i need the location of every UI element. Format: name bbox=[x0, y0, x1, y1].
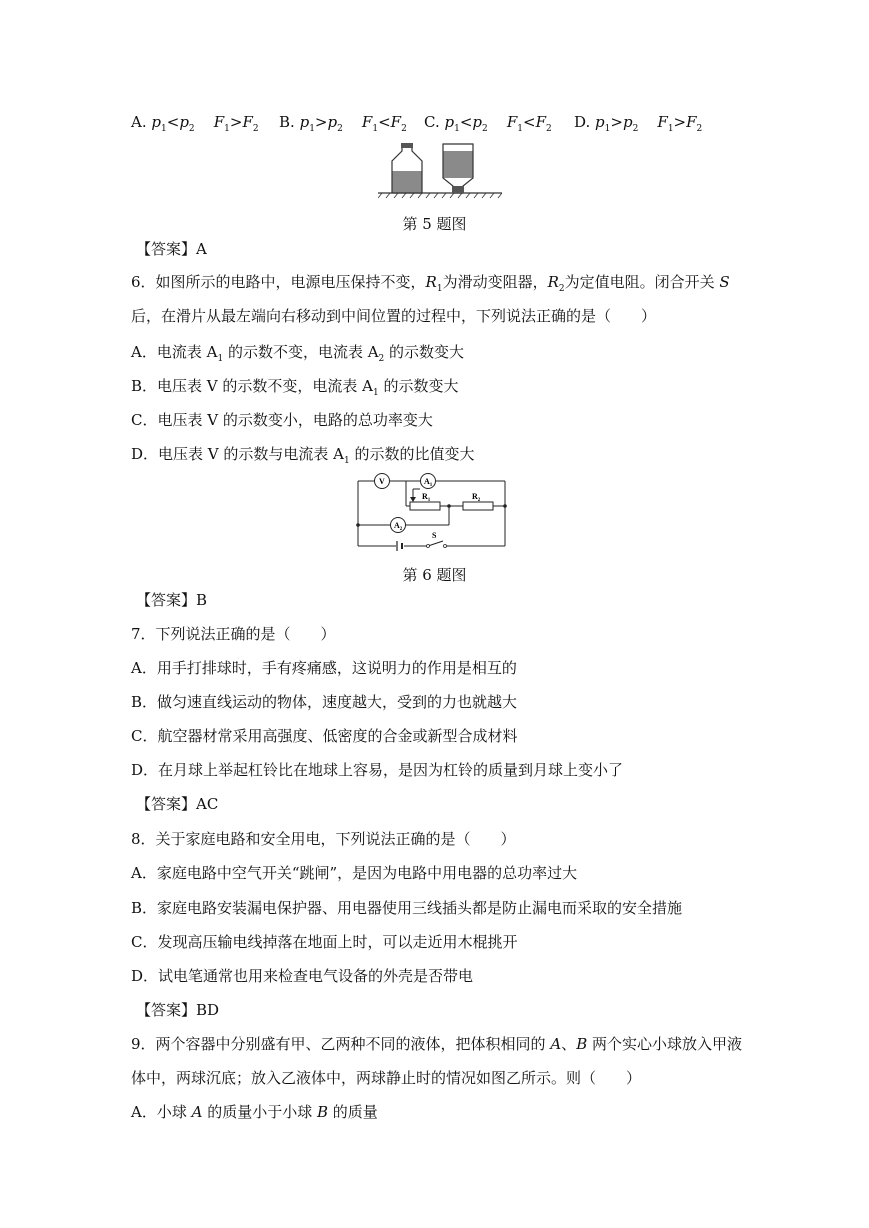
q6-stem-line2: 后，在滑片从最左端向右移动到中间位置的过程中，下列说法正确的是（ ） bbox=[131, 307, 657, 325]
q5-option-b: B. $p_1>p_2$ $F_1<F_2$ bbox=[279, 113, 407, 134]
q5-bottle-figure bbox=[378, 141, 502, 199]
q6-option-c: C．电压表 V 的示数变小，电路的总功率变大 bbox=[131, 411, 433, 429]
q5-option-c: C. $p_1<p_2$ $F_1<F_2$ bbox=[424, 113, 552, 134]
switch-label: S bbox=[432, 531, 437, 540]
q8-answer: 【答案】BD bbox=[136, 1001, 220, 1019]
q7-option-b: B．做匀速直线运动的物体，速度越大，受到的力也就越大 bbox=[131, 693, 518, 711]
q6-option-a: A．电流表 $A_1$ 的示数不变，电流表 $A_2$ 的示数变大 bbox=[131, 343, 465, 364]
q6-option-b: B．电压表 V 的示数不变，电流表 $A_1$ 的示数变大 bbox=[131, 377, 459, 398]
q8-option-d: D．试电笔通常也用来检查电气设备的外壳是否带电 bbox=[131, 967, 474, 985]
q9-option-a: A．小球 A 的质量小于小球 B 的质量 bbox=[131, 1103, 378, 1121]
q8-option-b: B．家庭电路安装漏电保护器、用电器使用三线插头都是防止漏电而采取的安全措施 bbox=[131, 899, 683, 917]
q6-option-d: D．电压表 V 的示数与电流表 $A_1$ 的示数的比值变大 bbox=[131, 445, 475, 466]
resistor2-label: $R_2$ bbox=[472, 492, 481, 503]
q7-stem: 7．下列说法正确的是（ ） bbox=[131, 625, 336, 643]
q5-option-d: D. $p_1>p_2$ $F_1>F_2$ bbox=[574, 113, 703, 134]
voltmeter-label: V bbox=[379, 477, 385, 486]
q9-stem-line1: 9．两个容器中分别盛有甲、乙两种不同的液体，把体积相同的 A、B 两个实心小球放入甲液 bbox=[131, 1035, 742, 1053]
q6-stem-line1: 6．如图所示的电路中，电源电压保持不变，$R_1$为滑动变阻器，$R_2$为定值电阻。闭合开关 S bbox=[131, 273, 730, 294]
q7-option-c: C．航空器材常采用高强度、低密度的合金或新型合成材料 bbox=[131, 727, 518, 745]
q9-stem-line2: 体中，两球沉底；放入乙液体中，两球静止时的情况如图乙所示。则（ ） bbox=[131, 1069, 642, 1087]
q5-option-a: A. $p_1<p_2$ $F_1>F_2$ bbox=[131, 113, 259, 134]
q7-option-d: D．在月球上举起杠铃比在地球上容易，是因为杠铃的质量到月球上变小了 bbox=[131, 761, 624, 779]
q6-circuit-diagram bbox=[350, 470, 510, 552]
q6-answer: 【答案】B bbox=[136, 591, 208, 609]
q8-option-a: A．家庭电路中空气开关“跳闸”，是因为电路中用电器的总功率过大 bbox=[131, 864, 578, 882]
q7-answer: 【答案】AC bbox=[136, 795, 219, 813]
q5-figure-caption: 第 5 题图 bbox=[402, 215, 467, 233]
q7-option-a: A．用手打排球时，手有疼痛感，这说明力的作用是相互的 bbox=[131, 659, 517, 677]
q5-answer: 【答案】A bbox=[136, 240, 207, 258]
resistor1-label: $R_1$ bbox=[422, 492, 431, 503]
q8-stem: 8．关于家庭电路和安全用电，下列说法正确的是（ ） bbox=[131, 830, 516, 848]
q6-figure-caption: 第 6 题图 bbox=[402, 566, 467, 584]
ammeter2-label: $A_2$ bbox=[394, 521, 403, 532]
ammeter1-label: $A_1$ bbox=[424, 477, 433, 488]
q8-option-c: C．发现高压输电线掉落在地面上时，可以走近用木棍挑开 bbox=[131, 933, 518, 951]
